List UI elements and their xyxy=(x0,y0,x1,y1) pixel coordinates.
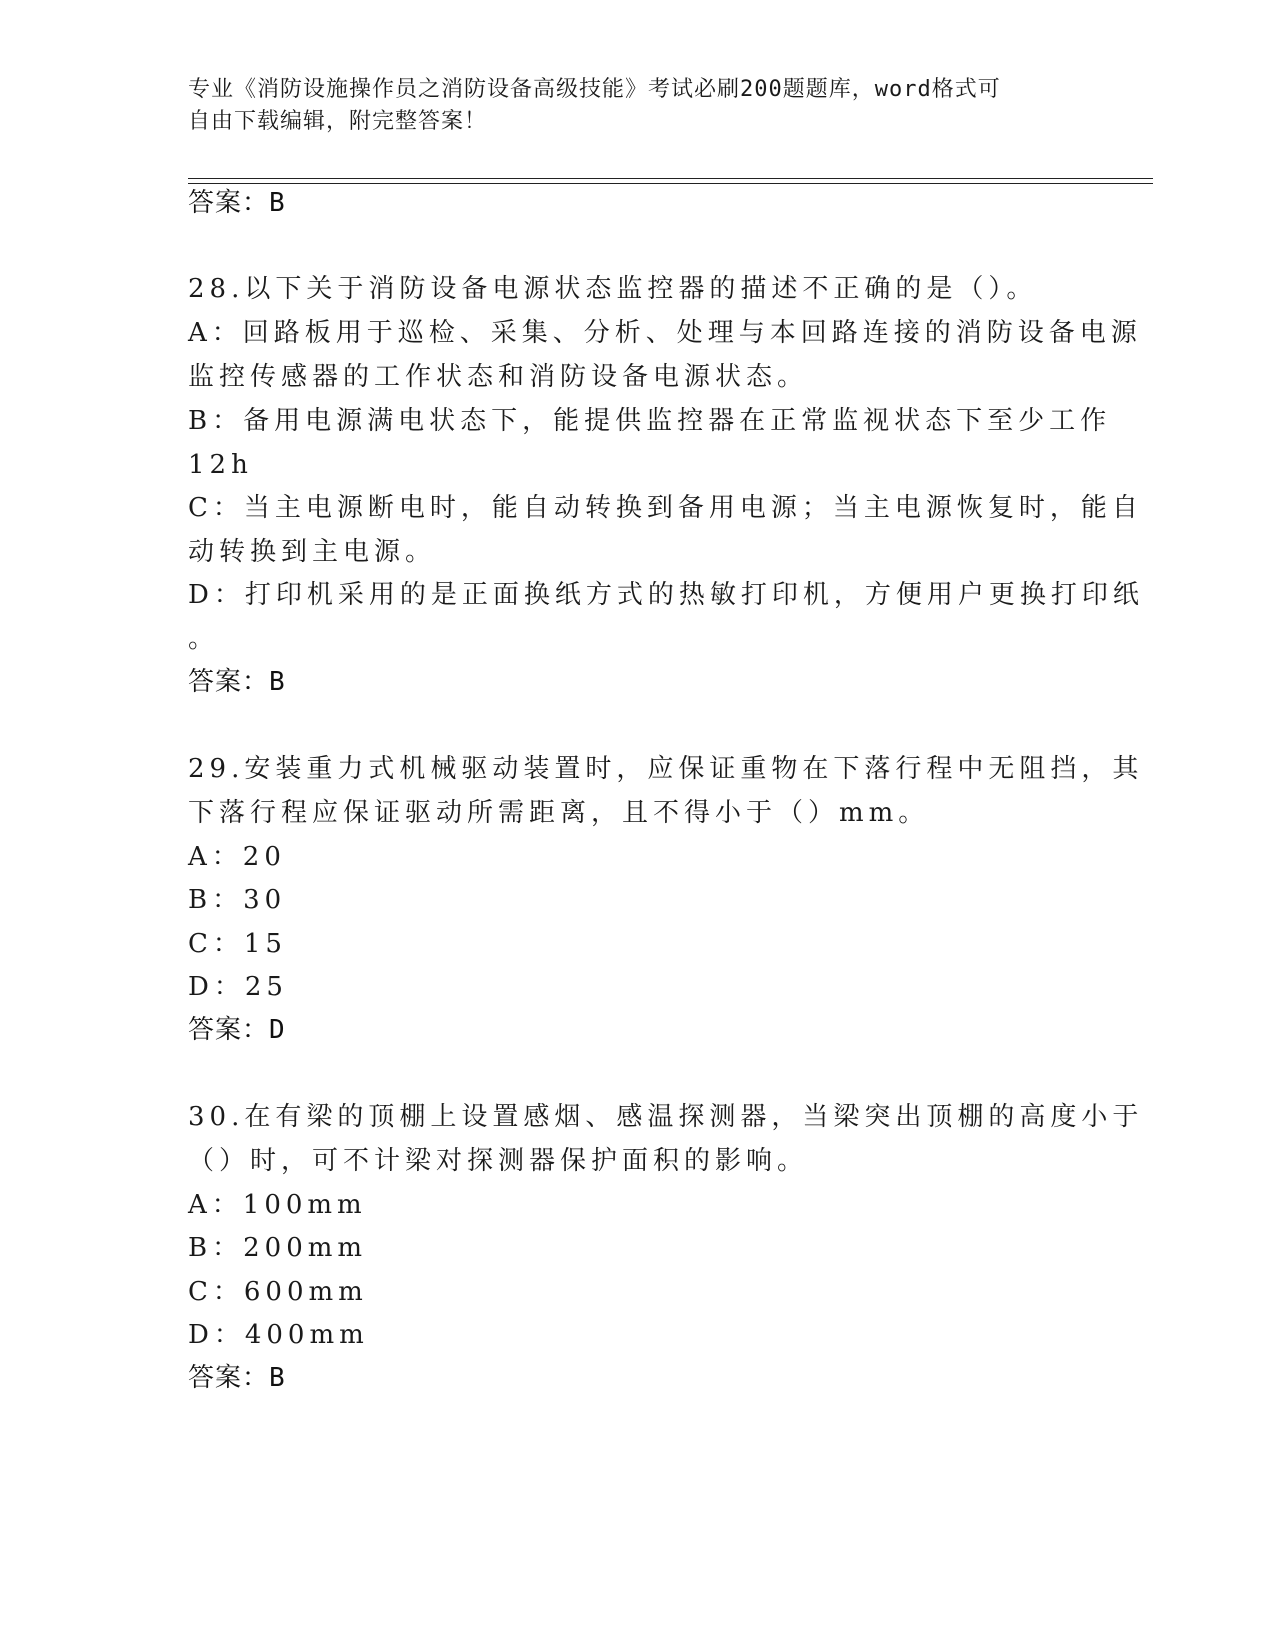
q29-option-c: C：15 xyxy=(188,929,287,959)
q29-stem-line1: 29.安装重力式机械驱动装置时，应保证重物在下落行程中无阻挡，其 xyxy=(188,754,1144,784)
q29-option-a: A：20 xyxy=(188,842,286,872)
q28-option-a-line1: A：回路板用于巡检、采集、分析、处理与本回路连接的消防设备电源 xyxy=(188,318,1142,348)
answer-prev: 答案：B xyxy=(188,188,286,218)
q30-stem-line2: （）时，可不计梁对探测器保护面积的影响。 xyxy=(188,1146,809,1176)
q30-option-d: D：400mm xyxy=(188,1320,369,1350)
header-divider-bottom xyxy=(188,183,1153,184)
q28-option-d-line2: 。 xyxy=(188,624,220,654)
q28-option-c-line2: 动转换到主电源。 xyxy=(188,537,437,567)
answer-q30: 答案：B xyxy=(188,1363,286,1393)
q28-option-d-line1: D：打印机采用的是正面换纸方式的热敏打印机，方便用户更换打印纸 xyxy=(188,580,1144,610)
answer-q29: 答案：D xyxy=(188,1015,286,1045)
q28-option-a-line2: 监控传感器的工作状态和消防设备电源状态。 xyxy=(188,362,809,392)
header-line-1: 专业《消防设施操作员之消防设备高级技能》考试必刷200题题库，word格式可 xyxy=(188,77,1001,102)
q28-option-c-line1: C：当主电源断电时，能自动转换到备用电源；当主电源恢复时，能自 xyxy=(188,493,1143,523)
q29-option-b: B：30 xyxy=(188,885,287,915)
q28-option-b-line1: B：备用电源满电状态下，能提供监控器在正常监视状态下至少工作 xyxy=(188,406,1112,436)
answer-q28: 答案：B xyxy=(188,667,286,697)
header-divider-top xyxy=(188,178,1153,179)
q28-option-b-line2: 12h xyxy=(188,450,253,480)
q30-option-c: C：600mm xyxy=(188,1277,368,1307)
q28-stem: 28.以下关于消防设备电源状态监控器的描述不正确的是（）。 xyxy=(188,274,1038,304)
q29-option-d: D：25 xyxy=(188,972,288,1002)
q30-stem-line1: 30.在有梁的顶棚上设置感烟、感温探测器，当梁突出顶棚的高度小于 xyxy=(188,1102,1144,1132)
q30-option-b: B：200mm xyxy=(188,1233,368,1263)
header-line-2: 自由下载编辑，附完整答案！ xyxy=(188,109,488,134)
q29-stem-line2: 下落行程应保证驱动所需距离，且不得小于（）mm。 xyxy=(188,798,930,828)
q30-option-a: A：100mm xyxy=(188,1190,367,1220)
page-header xyxy=(188,74,1088,138)
